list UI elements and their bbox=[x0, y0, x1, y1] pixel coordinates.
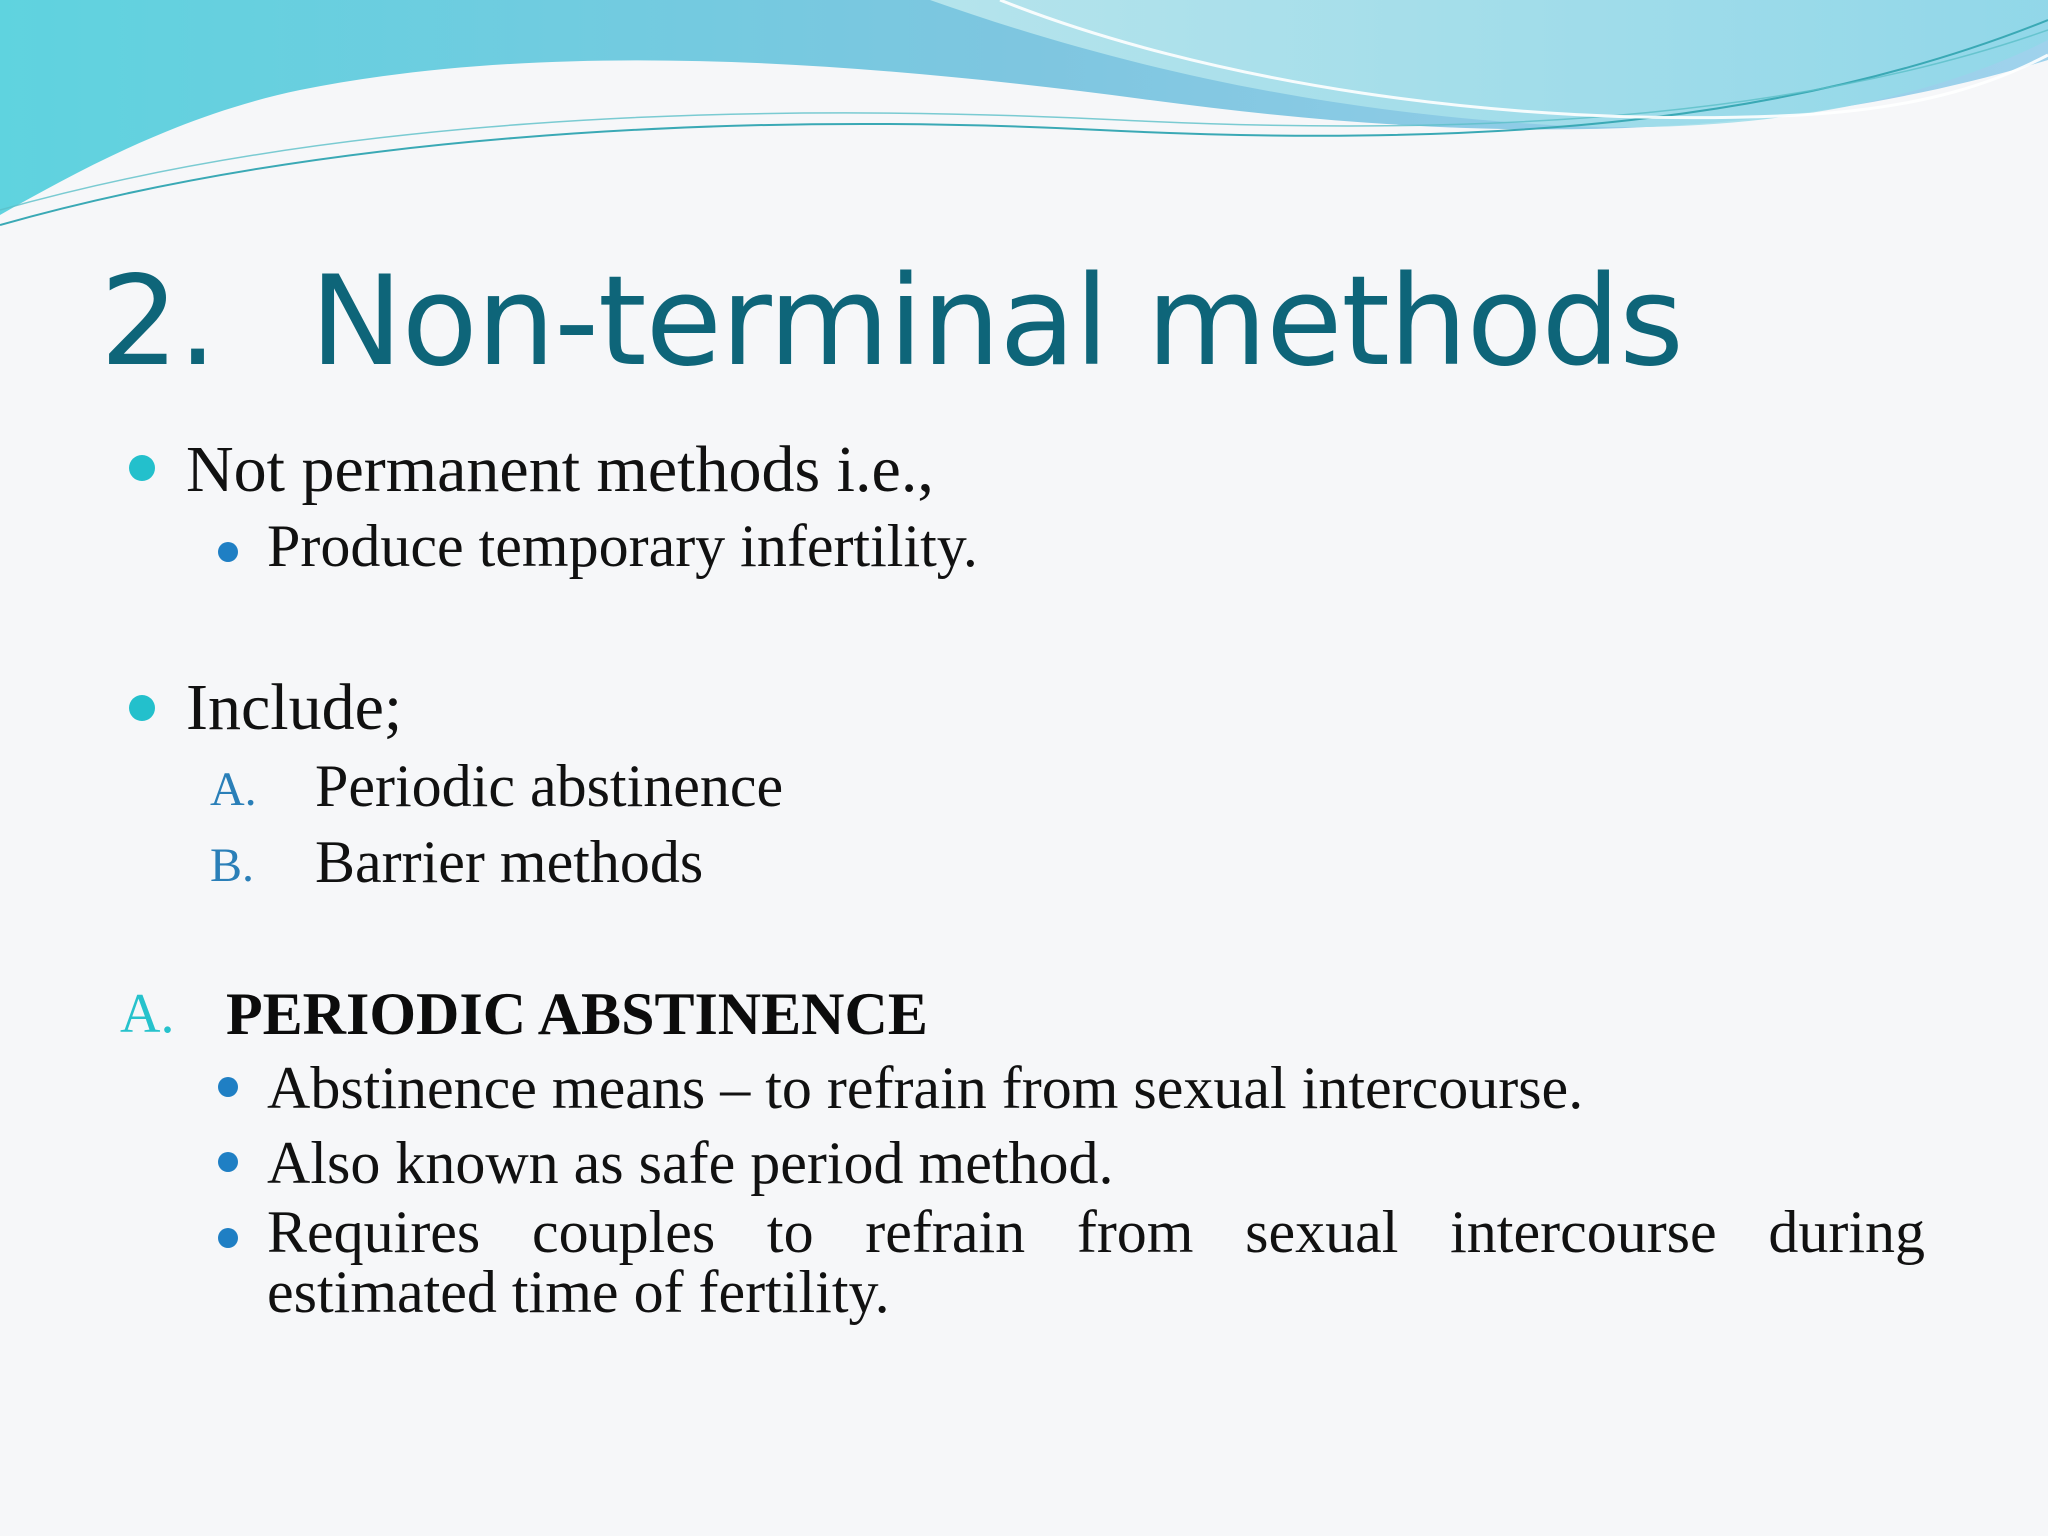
section-point: Also known as safe period method. bbox=[267, 1130, 1114, 1196]
bullet-item: Not permanent methods i.e., bbox=[186, 433, 934, 506]
section-letter: A. bbox=[120, 983, 175, 1045]
sub-bullet-dot-icon bbox=[218, 1152, 238, 1172]
bullet-dot-icon bbox=[129, 455, 155, 481]
bullet-dot-icon bbox=[129, 695, 155, 721]
section-point-line: estimated time of fertility. bbox=[267, 1259, 890, 1325]
section-point: Abstinence means – to refrain from sexual intercourse. bbox=[267, 1055, 1584, 1121]
section-point-line: Requires couples to refrain from sexual intercourse during bbox=[267, 1199, 1925, 1265]
lettered-item: Barrier methods bbox=[315, 829, 704, 895]
list-letter: B. bbox=[210, 839, 255, 892]
header-wave-decoration bbox=[0, 0, 2048, 240]
title-number: 2. bbox=[100, 250, 217, 394]
lettered-item: Periodic abstinence bbox=[315, 753, 784, 819]
sub-bullet-dot-icon bbox=[218, 542, 238, 562]
slide-title bbox=[100, 250, 1683, 394]
section-heading: PERIODIC ABSTINENCE bbox=[226, 981, 928, 1047]
list-letter: A. bbox=[210, 763, 257, 816]
bullet-item: Include; bbox=[186, 671, 403, 744]
sub-bullet-dot-icon bbox=[218, 1077, 238, 1097]
title-text: Non-terminal methods bbox=[310, 250, 1683, 394]
section-point-justified bbox=[267, 1199, 1925, 1325]
sub-bullet-item: Produce temporary infertility. bbox=[267, 513, 978, 579]
sub-bullet-dot-icon bbox=[218, 1228, 238, 1248]
